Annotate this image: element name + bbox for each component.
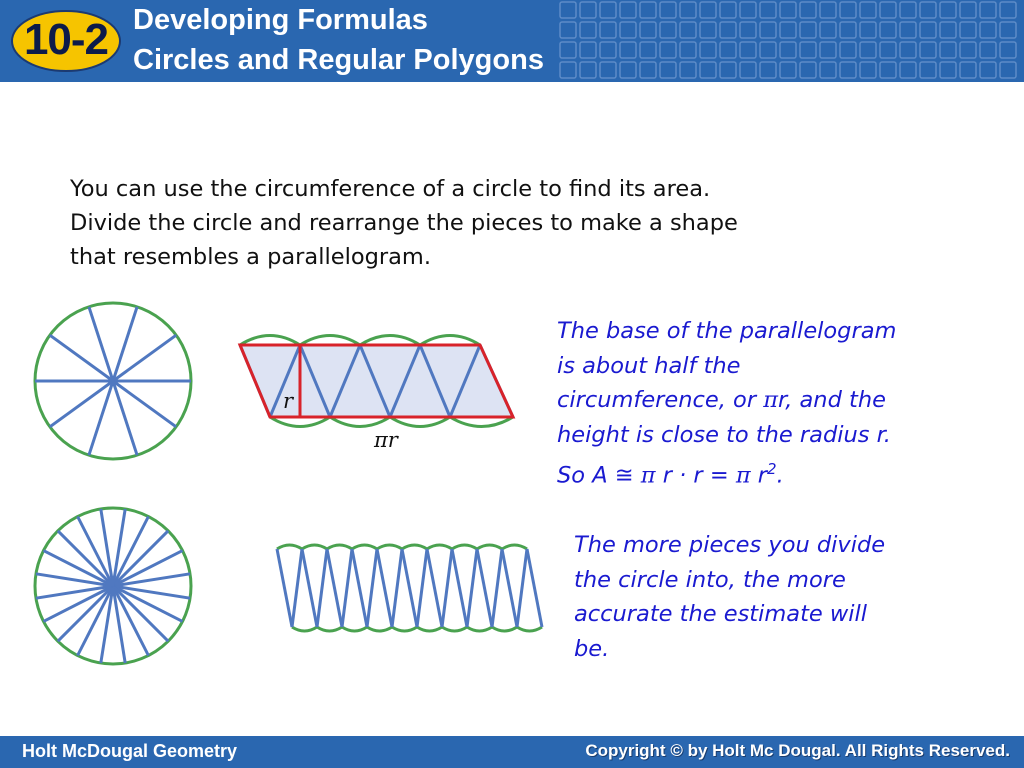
arc-edge <box>477 545 502 549</box>
arc-edge <box>367 627 392 631</box>
sector-edge <box>327 549 342 627</box>
sector-edge <box>392 549 402 627</box>
sector-edge <box>277 549 292 627</box>
note-text: So A <box>557 462 615 489</box>
sector-edge <box>292 549 302 627</box>
sector-edge <box>502 549 517 627</box>
sector-edge <box>352 549 367 627</box>
parallelogram-diagram-fine <box>277 545 542 631</box>
arc-edge <box>292 627 317 631</box>
sector-edge <box>492 549 502 627</box>
arc-edge <box>442 627 467 631</box>
radius-spoke <box>89 307 113 381</box>
note-text: r, and the <box>778 387 886 413</box>
arc-edge <box>467 627 492 631</box>
sector-edge <box>427 549 442 627</box>
arc-edge <box>302 545 327 549</box>
arc-edge <box>377 545 402 549</box>
sector-edge <box>377 549 392 627</box>
note-text: . <box>776 462 784 489</box>
radius-spoke <box>89 381 113 455</box>
sector-edge <box>367 549 377 627</box>
footer-bar <box>0 736 1024 768</box>
pi-symbol: π <box>735 462 751 489</box>
arc-edge <box>417 627 442 631</box>
radius-spoke <box>113 335 176 381</box>
parallelogram-diagram <box>240 336 513 427</box>
sector-edge <box>527 549 542 627</box>
congruent-symbol: ≅ <box>614 462 634 489</box>
note-text: circumference, or <box>557 387 764 413</box>
arc-edge <box>317 627 342 631</box>
note-line: height is close to the radius r. <box>557 421 891 448</box>
sector-edge <box>517 549 527 627</box>
circle-10-sectors <box>35 303 191 459</box>
arc-edge <box>402 545 427 549</box>
publisher-label: Holt McDougal Geometry <box>22 741 238 761</box>
copyright-notice: Copyright © by Holt Mc Dougal. All Rights Reserved. <box>585 741 1010 760</box>
pi-symbol: π <box>763 387 779 413</box>
height-label: r <box>283 389 294 413</box>
base-label: πr <box>374 428 398 452</box>
pi-symbol: π <box>633 462 656 489</box>
arc-edge <box>327 545 352 549</box>
arc-edge <box>352 545 377 549</box>
radius-spoke <box>50 335 113 381</box>
sector-edge <box>402 549 417 627</box>
lesson-subtitle: Circles and Regular Polygons <box>133 44 544 76</box>
arc-edge <box>342 627 367 631</box>
note-text: r <box>750 462 768 489</box>
arc-edge <box>392 627 417 631</box>
arc-edge <box>427 545 452 549</box>
arc-edge <box>502 545 527 549</box>
area-formula <box>557 452 896 493</box>
sector-edge <box>417 549 427 627</box>
note-line <box>557 383 896 418</box>
sector-edge <box>452 549 467 627</box>
sector-edge <box>302 549 317 627</box>
note-line: The base of the parallelogram <box>557 318 897 344</box>
intro-line: that resembles a parallelogram. <box>70 244 431 270</box>
radius-spoke <box>113 381 137 455</box>
arc-edge <box>492 627 517 631</box>
note-line: The more pieces you divide <box>574 532 886 558</box>
accuracy-note <box>574 528 885 666</box>
arc-edge <box>452 545 477 549</box>
radius-spoke <box>113 307 137 381</box>
sector-edge <box>477 549 492 627</box>
lesson-number: 10-2 <box>23 15 109 64</box>
note-line: the circle into, the more <box>574 566 846 593</box>
note-text: r · r = <box>655 462 736 489</box>
sector-edge <box>317 549 327 627</box>
intro-line: Divide the circle and rearrange the pieces to make a shape <box>70 210 738 236</box>
sector-edge <box>442 549 452 627</box>
sector-edge <box>467 549 477 627</box>
note-line: accurate the estimate will <box>574 601 868 627</box>
arc-edge <box>517 627 542 631</box>
sector-edge <box>342 549 352 627</box>
arc-edge <box>277 545 302 549</box>
note-line: is about half the <box>557 352 741 379</box>
radius-spoke <box>113 381 176 427</box>
radius-spoke <box>50 381 113 427</box>
lesson-title: Developing Formulas <box>133 4 428 36</box>
note-line: be. <box>574 635 610 662</box>
circle-20-sectors <box>35 508 191 664</box>
exponent: 2 <box>767 460 777 478</box>
intro-line: You can use the circumference of a circle to find its area. <box>70 176 711 202</box>
explanation-note <box>557 314 896 493</box>
